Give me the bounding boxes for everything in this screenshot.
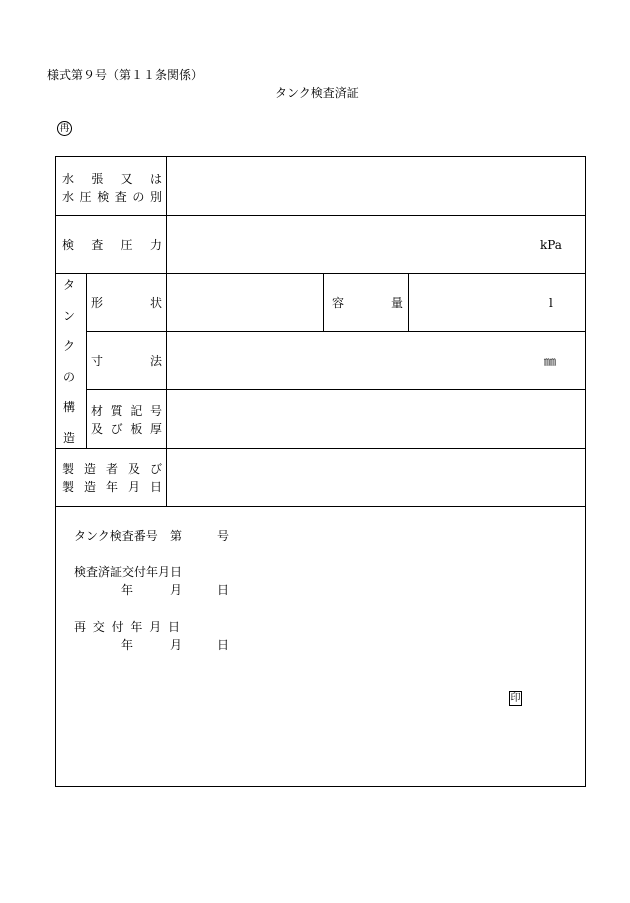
issue-date-label: 検査済証交付年月日: [74, 565, 183, 579]
structure-label-char: ク: [63, 339, 76, 353]
inspection-number-prefix: 第: [170, 529, 183, 543]
pressure-label: 検 査 圧 力: [62, 238, 162, 252]
pressure-unit: kPa: [540, 238, 562, 252]
issue-month-label: 月: [170, 583, 183, 597]
maker-label-line2: 製 造 年 月 日: [62, 480, 162, 494]
row-divider: [55, 215, 586, 216]
form-number: 様式第９号（第１１条関係）: [47, 68, 204, 82]
capacity-label: 容 量: [332, 296, 403, 310]
inspection-number-label: タンク検査番号: [74, 529, 158, 543]
material-label-line2: 及 び 板 厚: [91, 422, 162, 436]
row-divider: [86, 331, 586, 332]
re-issue-mark: 再: [57, 121, 72, 136]
column-divider: [166, 156, 167, 507]
seal-mark: 印: [510, 693, 521, 704]
structure-label-char: 構: [63, 400, 76, 414]
issue-year-label: 年: [121, 583, 134, 597]
document-title: タンク検査済証: [275, 86, 359, 100]
capacity-unit: l: [549, 296, 553, 310]
reissue-year-label: 年: [121, 638, 134, 652]
structure-label-char: の: [63, 370, 76, 384]
inspection-number-suffix: 号: [217, 529, 230, 543]
issue-day-label: 日: [217, 583, 230, 597]
dimensions-unit: ㎜: [544, 354, 557, 368]
test-type-label-line2: 水 圧 検 査 の 別: [62, 190, 162, 204]
maker-label-line1: 製 造 者 及 び: [62, 462, 162, 476]
row-divider: [55, 273, 586, 274]
shape-label: 形 状: [91, 296, 162, 310]
reissue-day-label: 日: [217, 638, 230, 652]
material-label-line1: 材 質 記 号: [91, 404, 162, 418]
column-divider: [86, 273, 87, 448]
reissue-month-label: 月: [170, 638, 183, 652]
row-divider: [86, 389, 586, 390]
structure-label-char: タ: [63, 278, 76, 292]
column-divider: [323, 273, 324, 331]
reissue-date-label: 再 交 付 年 月 日: [74, 620, 180, 634]
row-divider: [55, 448, 586, 449]
row-divider: [55, 506, 586, 507]
column-divider: [408, 273, 409, 331]
structure-label-char: 造: [63, 431, 76, 445]
dimensions-label: 寸 法: [91, 354, 162, 368]
test-type-label-line1: 水 張 又 は: [62, 172, 162, 186]
structure-label-char: ン: [63, 309, 76, 323]
